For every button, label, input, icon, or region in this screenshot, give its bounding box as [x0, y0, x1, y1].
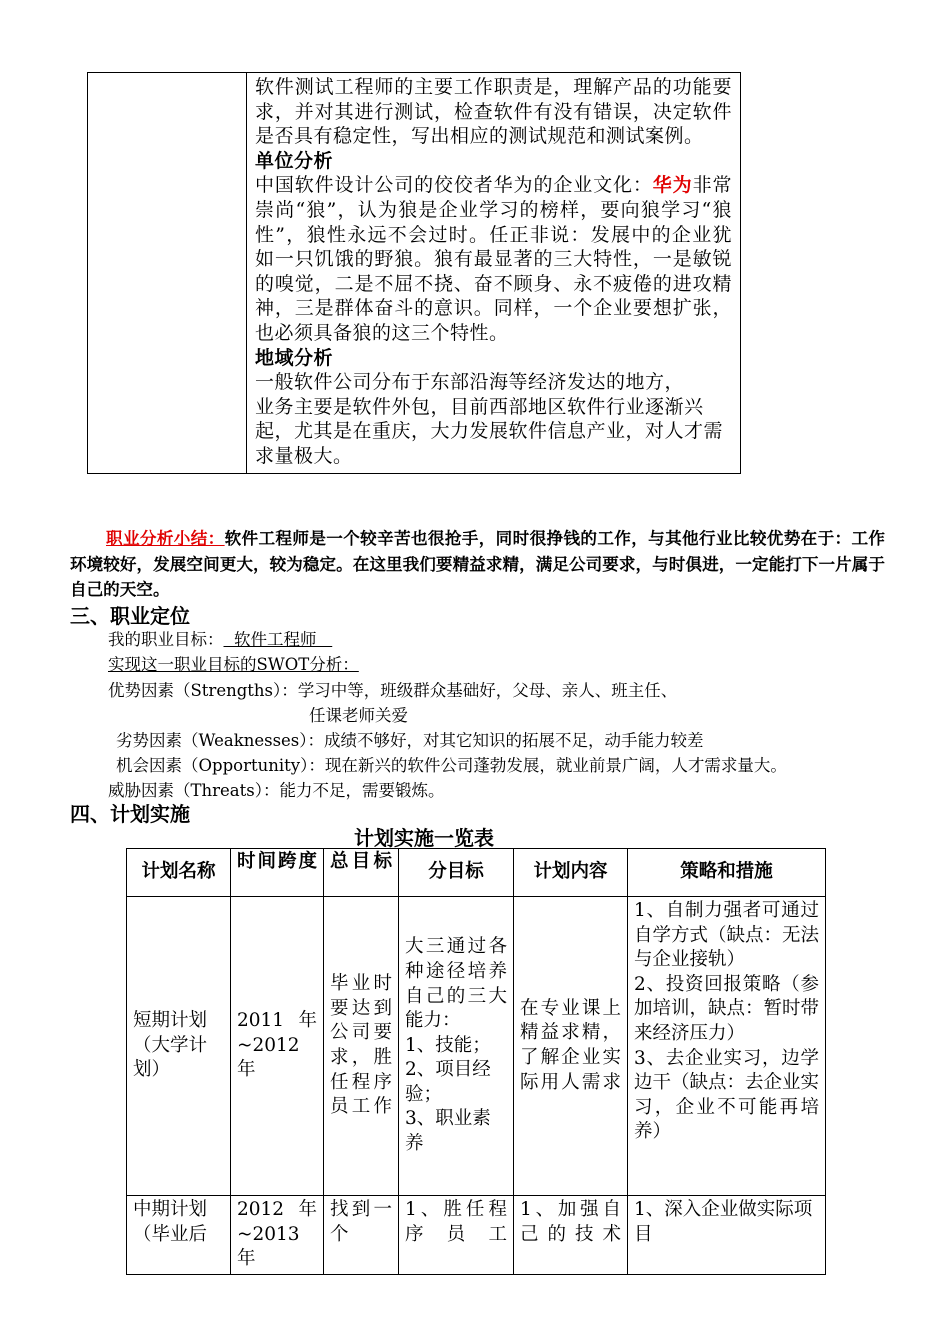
- swot-strengths: 优势因素（Strengths）：学习中等，班级群众基础好，父母、亲人、班主任、: [108, 681, 678, 700]
- mid-term-name: 中期计划（毕业后: [127, 1196, 231, 1275]
- empty-label-cell: [88, 73, 247, 474]
- section-3-title: 三、职业定位: [70, 604, 190, 628]
- huawei-highlight: 华为: [652, 174, 693, 197]
- plan-table-header: [127, 849, 826, 897]
- swot-strengths-cont: 任课老师关爱: [309, 706, 408, 725]
- header-time-span: 时间跨度: [231, 849, 324, 897]
- career-analysis-summary: [70, 526, 885, 603]
- table-row: [127, 897, 826, 1196]
- region-analysis-line-2: 业务主要是软件外包，目前西部地区软件行业逐渐兴起，尤其是在重庆，大力发展软件信息产业，对人才需求量极大。: [255, 395, 724, 467]
- list-item: 3、职业素养: [405, 1108, 491, 1155]
- career-analysis-table: [87, 72, 741, 474]
- short-term-measures: [628, 897, 826, 1196]
- mid-term-goal: 找到一个: [324, 1196, 399, 1275]
- unit-analysis-heading: 单位分析: [255, 149, 334, 172]
- swot-opportunity: 机会因素（Opportunity）：现在新兴的软件公司蓬勃发展，就业前景广阔，人才需求量大。: [116, 756, 787, 775]
- header-sub-goal: 分目标: [399, 849, 514, 897]
- header-plan-name: 计划名称: [127, 849, 231, 897]
- table-row: [127, 1196, 826, 1275]
- career-goal-line: 我的职业目标： 软件工程师: [108, 630, 333, 649]
- list-item: 2、项目经验；: [405, 1059, 491, 1105]
- header-overall-goal: 总目标: [324, 849, 399, 897]
- analysis-content-cell: [247, 73, 741, 474]
- plan-table: [126, 848, 826, 1275]
- short-term-name: 短期计划（大学计划）: [127, 897, 231, 1196]
- list-item: 1、自制力强者可通过自学方式（缺点：无法与企业接轨）: [634, 900, 820, 971]
- header-plan-content: 计划内容: [514, 849, 628, 897]
- plan-table-title: 计划实施一览表: [354, 826, 494, 850]
- swot-weaknesses: 劣势因素（Weaknesses）：成绩不够好，对其它知识的拓展不足，动手能力较差: [116, 731, 704, 750]
- list-item: 2、投资回报策略（参加培训，缺点：暂时带来经济压力）: [634, 973, 820, 1044]
- mid-term-subgoal: 1、胜任程序员工: [399, 1196, 514, 1275]
- region-analysis-line-1: 一般软件公司分布于东部沿海等经济发达的地方，: [255, 371, 685, 394]
- swot-title: 实现这一职业目标的SWOT分析：: [108, 655, 359, 674]
- job-duty-text: 软件测试工程师的主要工作职责是，理解产品的功能要求，并对其进行测试，检查软件有没有错误，决定软件是否具有稳定性，写出相应的测试规范和测试案例。: [255, 76, 732, 148]
- list-item: 3、去企业实习，边学边干（缺点：去企业实习，企业不可能再培养）: [634, 1047, 820, 1143]
- mid-term-span: 2012 年~2013年: [231, 1196, 324, 1275]
- short-term-content: 在专业课上精益求精，了解企业实际用人需求: [514, 897, 628, 1196]
- career-goal-value: 软件工程师: [223, 630, 333, 649]
- short-term-span: 2011年 ~2012年: [231, 897, 324, 1196]
- summary-text: 软件工程师是一个较辛苦也很抢手，同时很挣钱的工作，与其他行业比较优势在于：工作环境较好，发展空间更大，较为稳定。在这里我们要精益求精，满足公司要求，与时俱进，一定能打下一片属于自己的天空。: [70, 529, 886, 599]
- list-item: 1、深入企业做实际项目: [634, 1199, 813, 1245]
- short-term-subgoal: 大三通过各种途径培养自己的三大能力： 1、技能； 2、项目经验； 3、职业素养: [399, 897, 514, 1196]
- swot-threats: 威胁因素（Threats）：能力不足，需要锻炼。: [108, 781, 445, 800]
- list-item: 1、技能；: [405, 1034, 491, 1056]
- mid-term-measures: [628, 1196, 826, 1275]
- short-term-goal: 毕业时要达到公司要求，胜任程序员工作: [324, 897, 399, 1196]
- summary-label: 职业分析小结：: [106, 529, 225, 548]
- region-analysis-heading: 地域分析: [255, 346, 334, 369]
- mid-term-content: 1、加强自己的技术: [514, 1196, 628, 1275]
- section-4-title: 四、计划实施: [70, 802, 190, 826]
- header-strategy: 策略和措施: [628, 849, 826, 897]
- unit-analysis-text: 中国软件设计公司的佼佼者华为的企业文化：华为非常崇尚“狼”，认为狼是企业学习的榜样，要向狼学习“狼性”，狼性永远不会过时。任正非说：发展中的企业犹如一只饥饿的野狼。狼有最显著的三大特性，一是敏锐的嗅觉，二是不屈不挠、奋不顾身、永不疲倦的进攻精神，三是群体奋斗的意识。同样，一个企业要想扩张，也必须具备狼的这三个特性。: [255, 174, 732, 344]
